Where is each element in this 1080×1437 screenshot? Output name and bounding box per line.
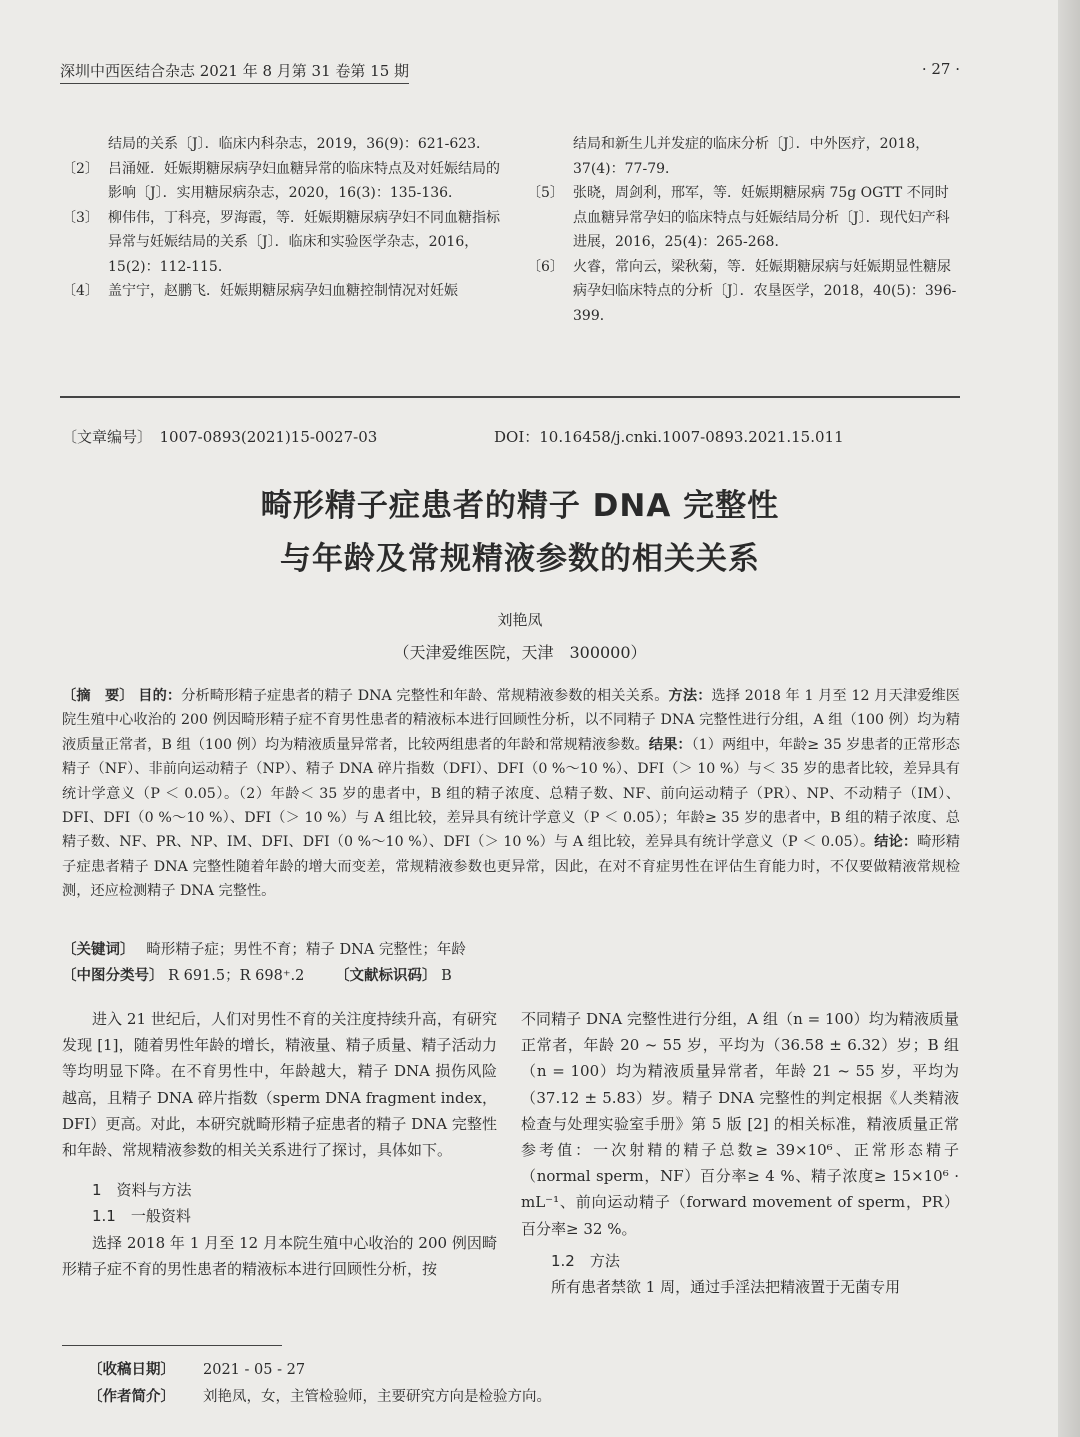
reference-item: 〔6〕 火睿，常向云，梁秋菊，等．妊娠期糖尿病与妊娠期显性糖尿病孕妇临床特点的分析〔J〕．农垦医学，2018，40(5)：396-399． [527, 258, 957, 324]
page-number: · 27 · [921, 60, 960, 78]
reference-item: 〔5〕 张晓，周剑利，邢军，等．妊娠期糖尿病 75g OGTT 不同时点血糖异常孕妇的临床特点与妊娠结局分析〔J〕．现代妇产科进展，2016，25(4)：265-268． [527, 185, 950, 250]
conclusion-text: 畸形精子症患者精子 DNA 完整性随着年龄的增大而变差，常规精液参数也更异常，因此，在对不育症男性在评估生育能力时，不仅要做精液常规检测，还应检测精子 DNA 完整性。 [62, 834, 960, 900]
general-paragraph-continued: 不同精子 DNA 完整性进行分组，A 组（n = 100）均为精液质量正常者，年龄 20 ~ 55 岁，平均为（36.58 ± 6.32）岁；B 组（n = 100）均为精液质量异常者，年龄 21 ~ 55 岁，平均为（37.12 ± 5.83）岁。精子 DNA 完整性的判定根据《人类精液检查与处理实验室手册》第 5 版 [2] 的相关标准，精液质量正常参考值：一次射精的精子总数≥ 39×10⁶、正常形态精子（normal sperm，NF）百分率≥ 4 %、精子浓度≥ 15×10⁶ · mL⁻¹、前向运动精子（forward movement of sperm，PR）百分率≥ 32 %。 [521, 1010, 959, 1238]
journal-name: 深圳中西医结合杂志 2021 年 8 月第 31 卷第 15 期 [60, 60, 409, 84]
author-info-value: 刘艳凤，女，主管检验师，主要研究方向是检验方向。 [203, 1389, 551, 1405]
title-line-1: 畸形精子症患者的精子 DNA 完整性 [260, 488, 780, 524]
doc-code-label: 〔文献标识码〕 [334, 967, 437, 984]
article-number: 〔文章编号〕 1007-0893(2021)15-0027-03 [62, 428, 378, 446]
objective-text: 分析畸形精子症患者的精子 DNA 完整性和年龄、常规精液参数的相关关系。 [181, 688, 669, 704]
body-column-right [521, 1006, 959, 1300]
classification [62, 964, 960, 985]
keywords-text: 畸形精子症；男性不育；精子 DNA 完整性；年龄 [146, 942, 466, 958]
method-label: 方法： [668, 688, 712, 704]
section-heading: 1 资料与方法 [92, 1181, 192, 1200]
author-info-label: 〔作者简介〕 [88, 1388, 175, 1405]
references-left [62, 132, 502, 304]
doc-code-value: B [441, 968, 452, 984]
clc-value: R 691.5；R 698⁺.2 [168, 968, 305, 984]
running-header [60, 60, 960, 82]
subsection-heading: 1.1 一般资料 [92, 1207, 191, 1226]
reference-item: 〔3〕 柳伟伟，丁科亮，罗海霞，等．妊娠期糖尿病孕妇不同血糖指标异常与妊娠结局的关系〔J〕．临床和实验医学杂志，2016，15(2)：112-115． [62, 209, 500, 275]
general-paragraph: 选择 2018 年 1 月至 12 月本院生殖中心收治的 200 例因畸形精子症不育的男性患者的精液标本进行回顾性分析，按 [62, 1233, 497, 1278]
subsection-heading: 1.2 方法 [551, 1251, 620, 1270]
reference-item: 〔4〕 盖宁宁，赵鹏飞．妊娠期糖尿病孕妇血糖控制情况对妊娠 [62, 283, 458, 299]
reference-item: 结局的关系〔J〕．临床内科杂志，2019，36(9)：621-623． [108, 136, 491, 152]
keywords-label: 〔关键词〕 [62, 941, 128, 958]
received-date [88, 1358, 305, 1379]
footnote-rule [62, 1345, 282, 1346]
keywords [62, 938, 960, 959]
affiliation: （天津爱维医院，天津 300000） [393, 643, 647, 662]
conclusion-label: 结论： [874, 834, 918, 851]
received-label: 〔收稿日期〕 [88, 1361, 175, 1378]
body-column-left [62, 1006, 497, 1282]
method-paragraph: 所有患者禁欲 1 周，通过手淫法把精液置于无菌专用 [551, 1278, 901, 1297]
author: 刘艳凤 [497, 611, 543, 629]
page-edge [1058, 0, 1080, 1437]
intro-paragraph: 进入 21 世纪后，人们对男性不育的关注度持续升高，有研究发现 [1]，随着男性年龄的增长，精液量、精子质量、精子活动力等均明显下降。在不育男性中，年龄越大，精子 DNA 损伤风险越高，且精子 DNA 碎片指数（sperm DNA fragment index，DFI）更高。对此，本研究就畸形精子症患者的精子 DNA 完整性和年龄、常规精液参数的相关关系进行了探讨，具体如下。 [62, 1010, 497, 1160]
objective-label: 目的： [138, 688, 182, 704]
result-text: （1）两组中，年龄≥ 35 岁患者的正常形态精子（NF）、非前向运动精子（NP）、精子 DNA 碎片指数（DFI）、DFI（0 %～10 %）、DFI（＞ 10 %）与＜ 35 岁的患者比较，差异具有统计学意义（P ＜ 0.05）。（2）年龄＜ 35 岁的患者中，B 组的精子浓度、总精子数、NF、前向运动精子（PR）、NP、不动精子（IM）、DFI、DFI（0 %～10 %）、DFI（＞ 10 %）与 A 组比较，差异具有统计学意义（P ＜ 0.05）；年龄≥ 35 岁的患者中，B 组的精子浓度、总精子数、NF、PR、NP、IM、DFI、DFI（0 %～10 %）、DFI（＞ 10 %）与 A 组比较，差异具有统计学意义（P ＜ 0.05）。 [62, 736, 960, 851]
received-value: 2021 - 05 - 27 [203, 1362, 306, 1378]
result-label: 结果： [648, 736, 692, 753]
abstract-label: 〔摘 要〕 [62, 688, 134, 704]
author-info [88, 1385, 551, 1406]
reference-item: 结局和新生儿并发症的临床分析〔J〕．中外医疗，2018，37(4)：77-79． [573, 136, 930, 177]
section-divider [60, 396, 960, 398]
title-line-2: 与年龄及常规精液参数的相关关系 [280, 541, 760, 577]
abstract [62, 684, 960, 904]
clc-label: 〔中图分类号〕 [62, 967, 164, 984]
doi: DOI：10.16458/j.cnki.1007-0893.2021.15.011 [494, 428, 844, 446]
method-text: 选择 2018 年 1 月至 12 月天津爱维医院生殖中心收治的 200 例因畸形精子症不育男性患者的精液标本进行回顾性分析，以不同精子 DNA 完整性进行分组，A 组（100 例）均为精液质量正常者，B 组（100 例）均为精液质量异常者，比较两组患者的年龄和常规精液参数。 [62, 688, 960, 753]
reference-item: 〔2〕 吕涌娅．妊娠期糖尿病孕妇血糖异常的临床特点及对妊娠结局的影响〔J〕．实用糖尿病杂志，2020，16(3)：135-136． [62, 160, 500, 201]
references-right [527, 132, 960, 328]
